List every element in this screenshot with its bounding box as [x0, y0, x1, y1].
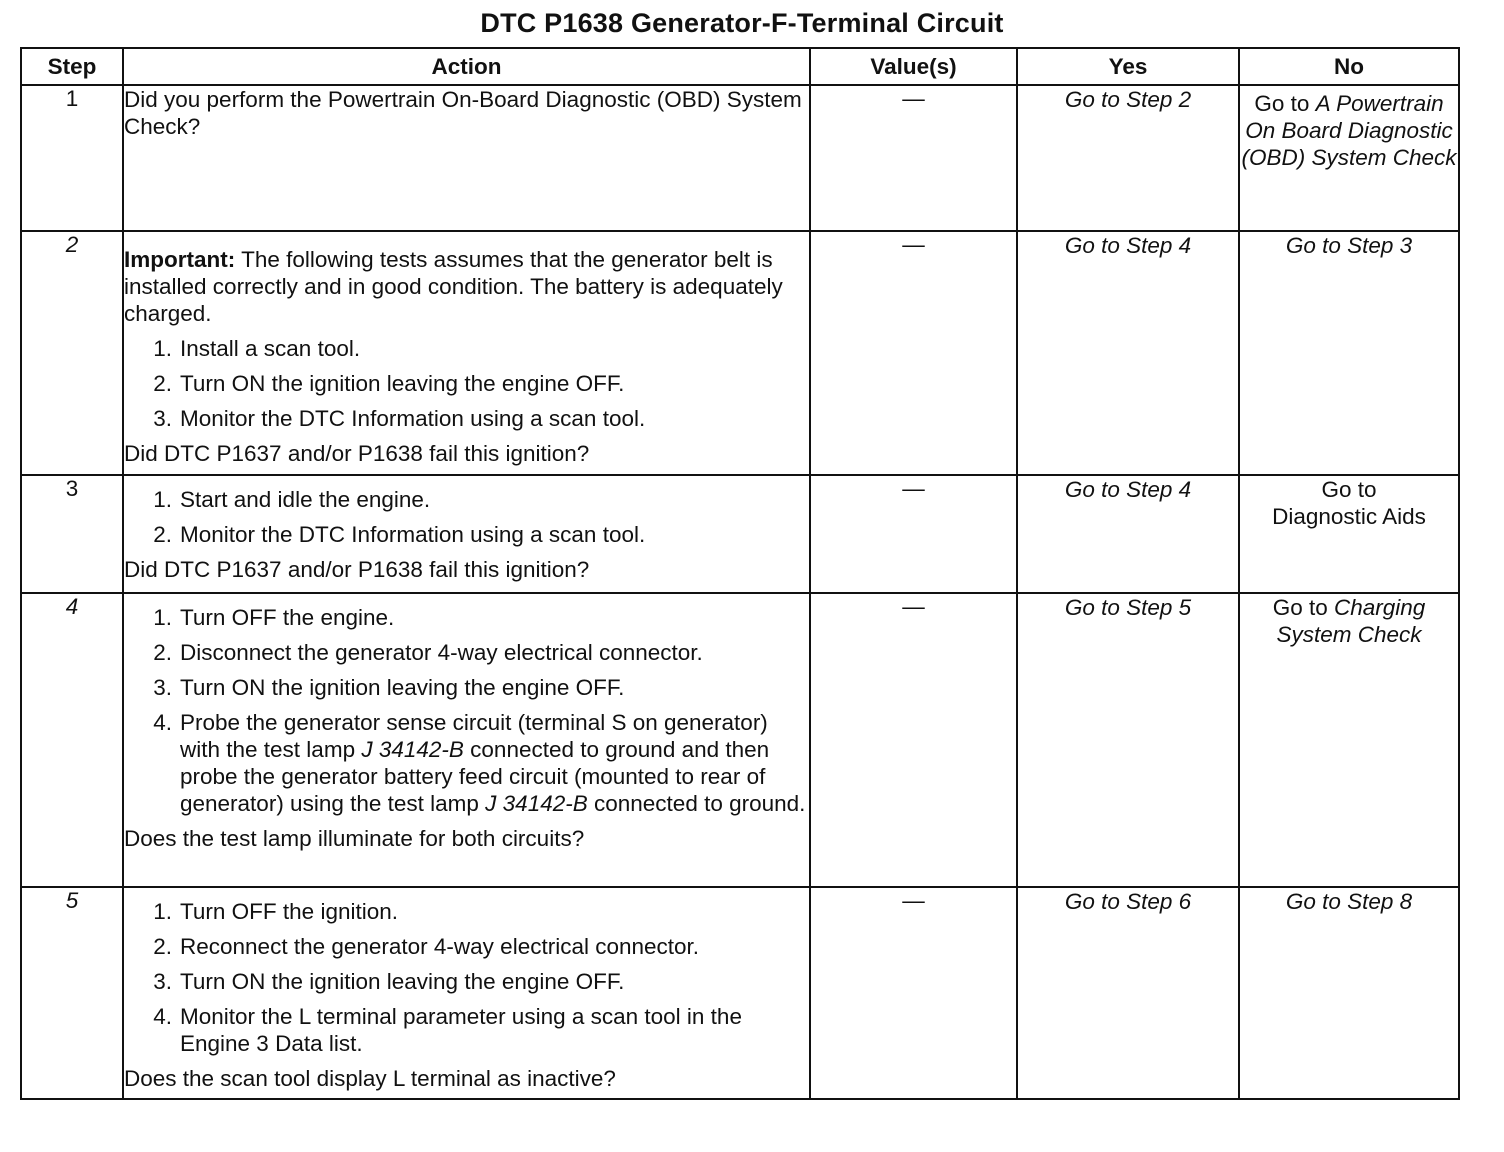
no-target: A Powertrain On Board Diagnostic (OBD) System Check — [1241, 91, 1457, 170]
action-cell — [123, 887, 810, 1099]
no-target: Diagnostic Aids — [1272, 504, 1426, 529]
action-steps — [124, 898, 809, 1057]
no-prefix: Go to — [1254, 91, 1310, 116]
tool-reference: J 34142-B — [485, 791, 588, 816]
action-steps — [124, 486, 809, 548]
step-number: 1 — [21, 85, 123, 231]
yes-link-step-5[interactable]: Go to Step 5 — [1017, 593, 1239, 887]
value-cell: — — [810, 593, 1017, 887]
table-row — [21, 593, 1459, 887]
header-values: Value(s) — [810, 48, 1017, 85]
no-link-obd-system-check[interactable] — [1239, 85, 1459, 231]
no-target: Charging System Check — [1276, 595, 1426, 647]
no-link-diagnostic-aids[interactable] — [1239, 475, 1459, 593]
action-cell — [123, 475, 810, 593]
list-item: 2. Monitor the DTC Information using a scan tool. — [153, 522, 646, 547]
header-action: Action — [123, 48, 810, 85]
list-item: 2. Disconnect the generator 4-way electrical connector. — [153, 640, 703, 665]
action-question: Did you perform the Powertrain On-Board Diagnostic (OBD) System Check? — [124, 87, 802, 139]
step-number: 2 — [21, 231, 123, 475]
list-item: 1. Turn OFF the ignition. — [153, 899, 399, 924]
no-prefix: Go to — [1272, 595, 1328, 620]
list-item: 1. Start and idle the engine. — [153, 487, 431, 512]
important-text: The following tests assumes that the generator belt is installed correctly and in good condition. The battery is adequately charged. — [124, 247, 783, 326]
header-no: No — [1239, 48, 1459, 85]
important-label: Important: — [124, 247, 236, 272]
list-item: 3. Turn ON the ignition leaving the engine OFF. — [153, 675, 625, 700]
action-cell — [123, 593, 810, 887]
value-cell: — — [810, 887, 1017, 1099]
yes-link-step-4[interactable]: Go to Step 4 — [1017, 231, 1239, 475]
dtc-table — [20, 47, 1460, 1100]
action-question: Did DTC P1637 and/or P1638 fail this ignition? — [124, 441, 590, 466]
page-title: DTC P1638 Generator-F-Terminal Circuit — [480, 8, 1004, 38]
action-steps — [124, 604, 809, 817]
yes-link-step-6[interactable]: Go to Step 6 — [1017, 887, 1239, 1099]
step-number: 4 — [21, 593, 123, 887]
tool-reference: J 34142-B — [361, 737, 464, 762]
list-item: 2. Reconnect the generator 4-way electrical connector. — [153, 934, 700, 959]
value-cell: — — [810, 231, 1017, 475]
no-link-step-3[interactable]: Go to Step 3 — [1239, 231, 1459, 475]
yes-link-step-4[interactable]: Go to Step 4 — [1017, 475, 1239, 593]
step-number: 5 — [21, 887, 123, 1099]
action-question: Does the test lamp illuminate for both circuits? — [124, 826, 585, 851]
value-cell: — — [810, 85, 1017, 231]
list-item: 4. Monitor the L terminal parameter using a scan tool in the Engine 3 Data list. — [153, 1004, 742, 1056]
no-link-step-8[interactable]: Go to Step 8 — [1239, 887, 1459, 1099]
list-item: 3. Monitor the DTC Information using a scan tool. — [153, 406, 646, 431]
table-row — [21, 887, 1459, 1099]
value-cell: — — [810, 475, 1017, 593]
table-row — [21, 231, 1459, 475]
list-item: 1. Turn OFF the engine. — [153, 605, 395, 630]
list-item: 1. Install a scan tool. — [153, 336, 361, 361]
action-question: Did DTC P1637 and/or P1638 fail this ignition? — [124, 557, 590, 582]
action-cell — [123, 231, 810, 475]
header-row — [21, 48, 1459, 85]
list-item: 3. Turn ON the ignition leaving the engine OFF. — [153, 969, 625, 994]
header-step: Step — [21, 48, 123, 85]
action-question: Does the scan tool display L terminal as inactive? — [124, 1066, 616, 1091]
step-number: 3 — [21, 475, 123, 593]
list-item: 4. Probe the generator sense circuit (terminal S on generator) with the test lamp J 34142-B connected to ground and then probe the generator battery feed circuit (mounted to rear of generator) using the test lamp J 34142-B connected to ground. — [153, 710, 806, 816]
action-steps — [124, 335, 809, 432]
table-row — [21, 85, 1459, 231]
important-note — [124, 246, 809, 327]
no-prefix: Go to — [1321, 477, 1377, 502]
table-row — [21, 475, 1459, 593]
header-yes: Yes — [1017, 48, 1239, 85]
no-link-charging-system-check[interactable] — [1239, 593, 1459, 887]
list-item: 2. Turn ON the ignition leaving the engine OFF. — [153, 371, 625, 396]
yes-link-step-2[interactable]: Go to Step 2 — [1017, 85, 1239, 231]
action-cell — [123, 85, 810, 231]
